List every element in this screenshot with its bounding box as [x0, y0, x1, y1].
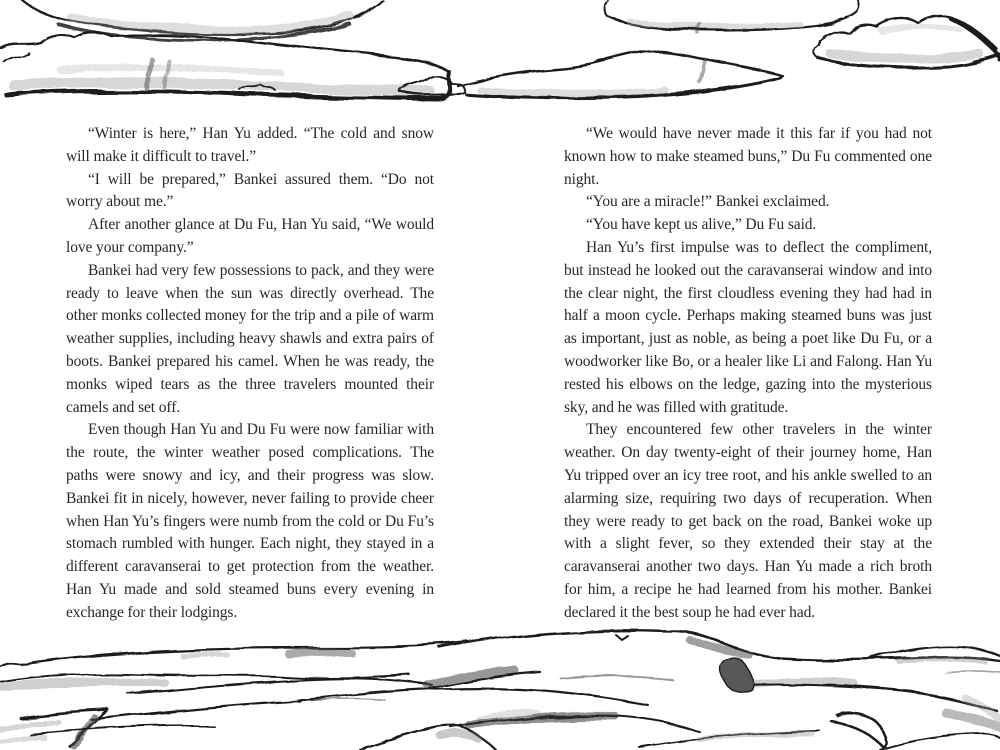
top-clouds-illustration: [0, 0, 1000, 115]
paragraph: “You have kept us alive,” Du Fu said.: [586, 216, 817, 234]
paragraph: Even though Han Yu and Du Fu were now familiar with the route, the winter weather posed complications. The paths were snowy and icy, and their progress was slow. Bankei fit in nicely, however, never failing to provide cheer when Han Yu’s fingers were numb from the cold or Du Fu’s stomach rumbled with hunger. Each night, they stayed in a different caravanserai to get protection from the weather. Han Yu made and sold steamed buns every evening in exchange for their lodgings.: [66, 421, 434, 621]
cloud-sketch-group: [0, 0, 1000, 99]
paragraph: “I will be prepared,” Bankei assured them. “Do not worry about me.”: [66, 170, 434, 211]
cloud-right: [814, 16, 1000, 68]
cloud-top-left: [22, 0, 382, 40]
back-ridges: [0, 630, 1000, 666]
paragraph: “We would have never made it this far if you had not known how to make steamed buns,” Du Fu commented one night.: [564, 125, 932, 188]
right-text-column: [564, 123, 932, 625]
paragraph: Han Yu’s first impulse was to deflect the compliment, but instead he looked out the caravanserai window and into the clear night, the first cloudless evening they had had in half a moon cycle. Perhaps making steamed buns was just as important, just as noble, as being a poet like Du Fu, or a woodworker like Bo, or a healer like Li and Falong. Han Yu rested his elbows on the ledge, gazing into the mysterious sky, and he was filled with gratitude.: [564, 238, 932, 416]
cloud-middle-long: [458, 51, 782, 98]
paragraph: “Winter is here,” Han Yu added. “The cold and snow will make it difficult to travel.”: [66, 125, 434, 165]
paragraph: “You are a miracle!” Bankei exclaimed.: [586, 193, 830, 211]
hills-sketch-group: [0, 630, 1000, 750]
middle-ridges: [0, 671, 672, 705]
paragraph: After another glance at Du Fu, Han Yu said, “We would love your company.”: [66, 216, 434, 256]
left-text-column: [66, 123, 434, 625]
cloud-top-right: [605, 0, 860, 32]
bottom-hills-illustration: [0, 628, 1000, 750]
rock-outcrop: [721, 658, 1000, 727]
cloud-left-large: [0, 32, 450, 99]
paragraph: They encountered few other travelers in the winter weather. On day twenty-eight of their journey home, Han Yu tripped over an icy tree root, and his ankle swelled to an alarming size, requiring two days of recuperation. When they were ready to get back on the road, Bankei woke up with a slight fever, so they extended their stay at the caravanserai another two days. Han Yu made a rich broth for him, a recipe he had learned from his mother. Bankei declared it the best soup he had ever had.: [564, 421, 932, 621]
paragraph: Bankei had very few possessions to pack, and they were ready to leave when the sun was directly overhead. The other monks collected money for the trip and a pile of warm weather supplies, including heavy shawls and extra pairs of boots. Bankei prepared his camel. When he was ready, the monks wiped tears as the three travelers mounted their camels and set off.: [66, 261, 434, 416]
